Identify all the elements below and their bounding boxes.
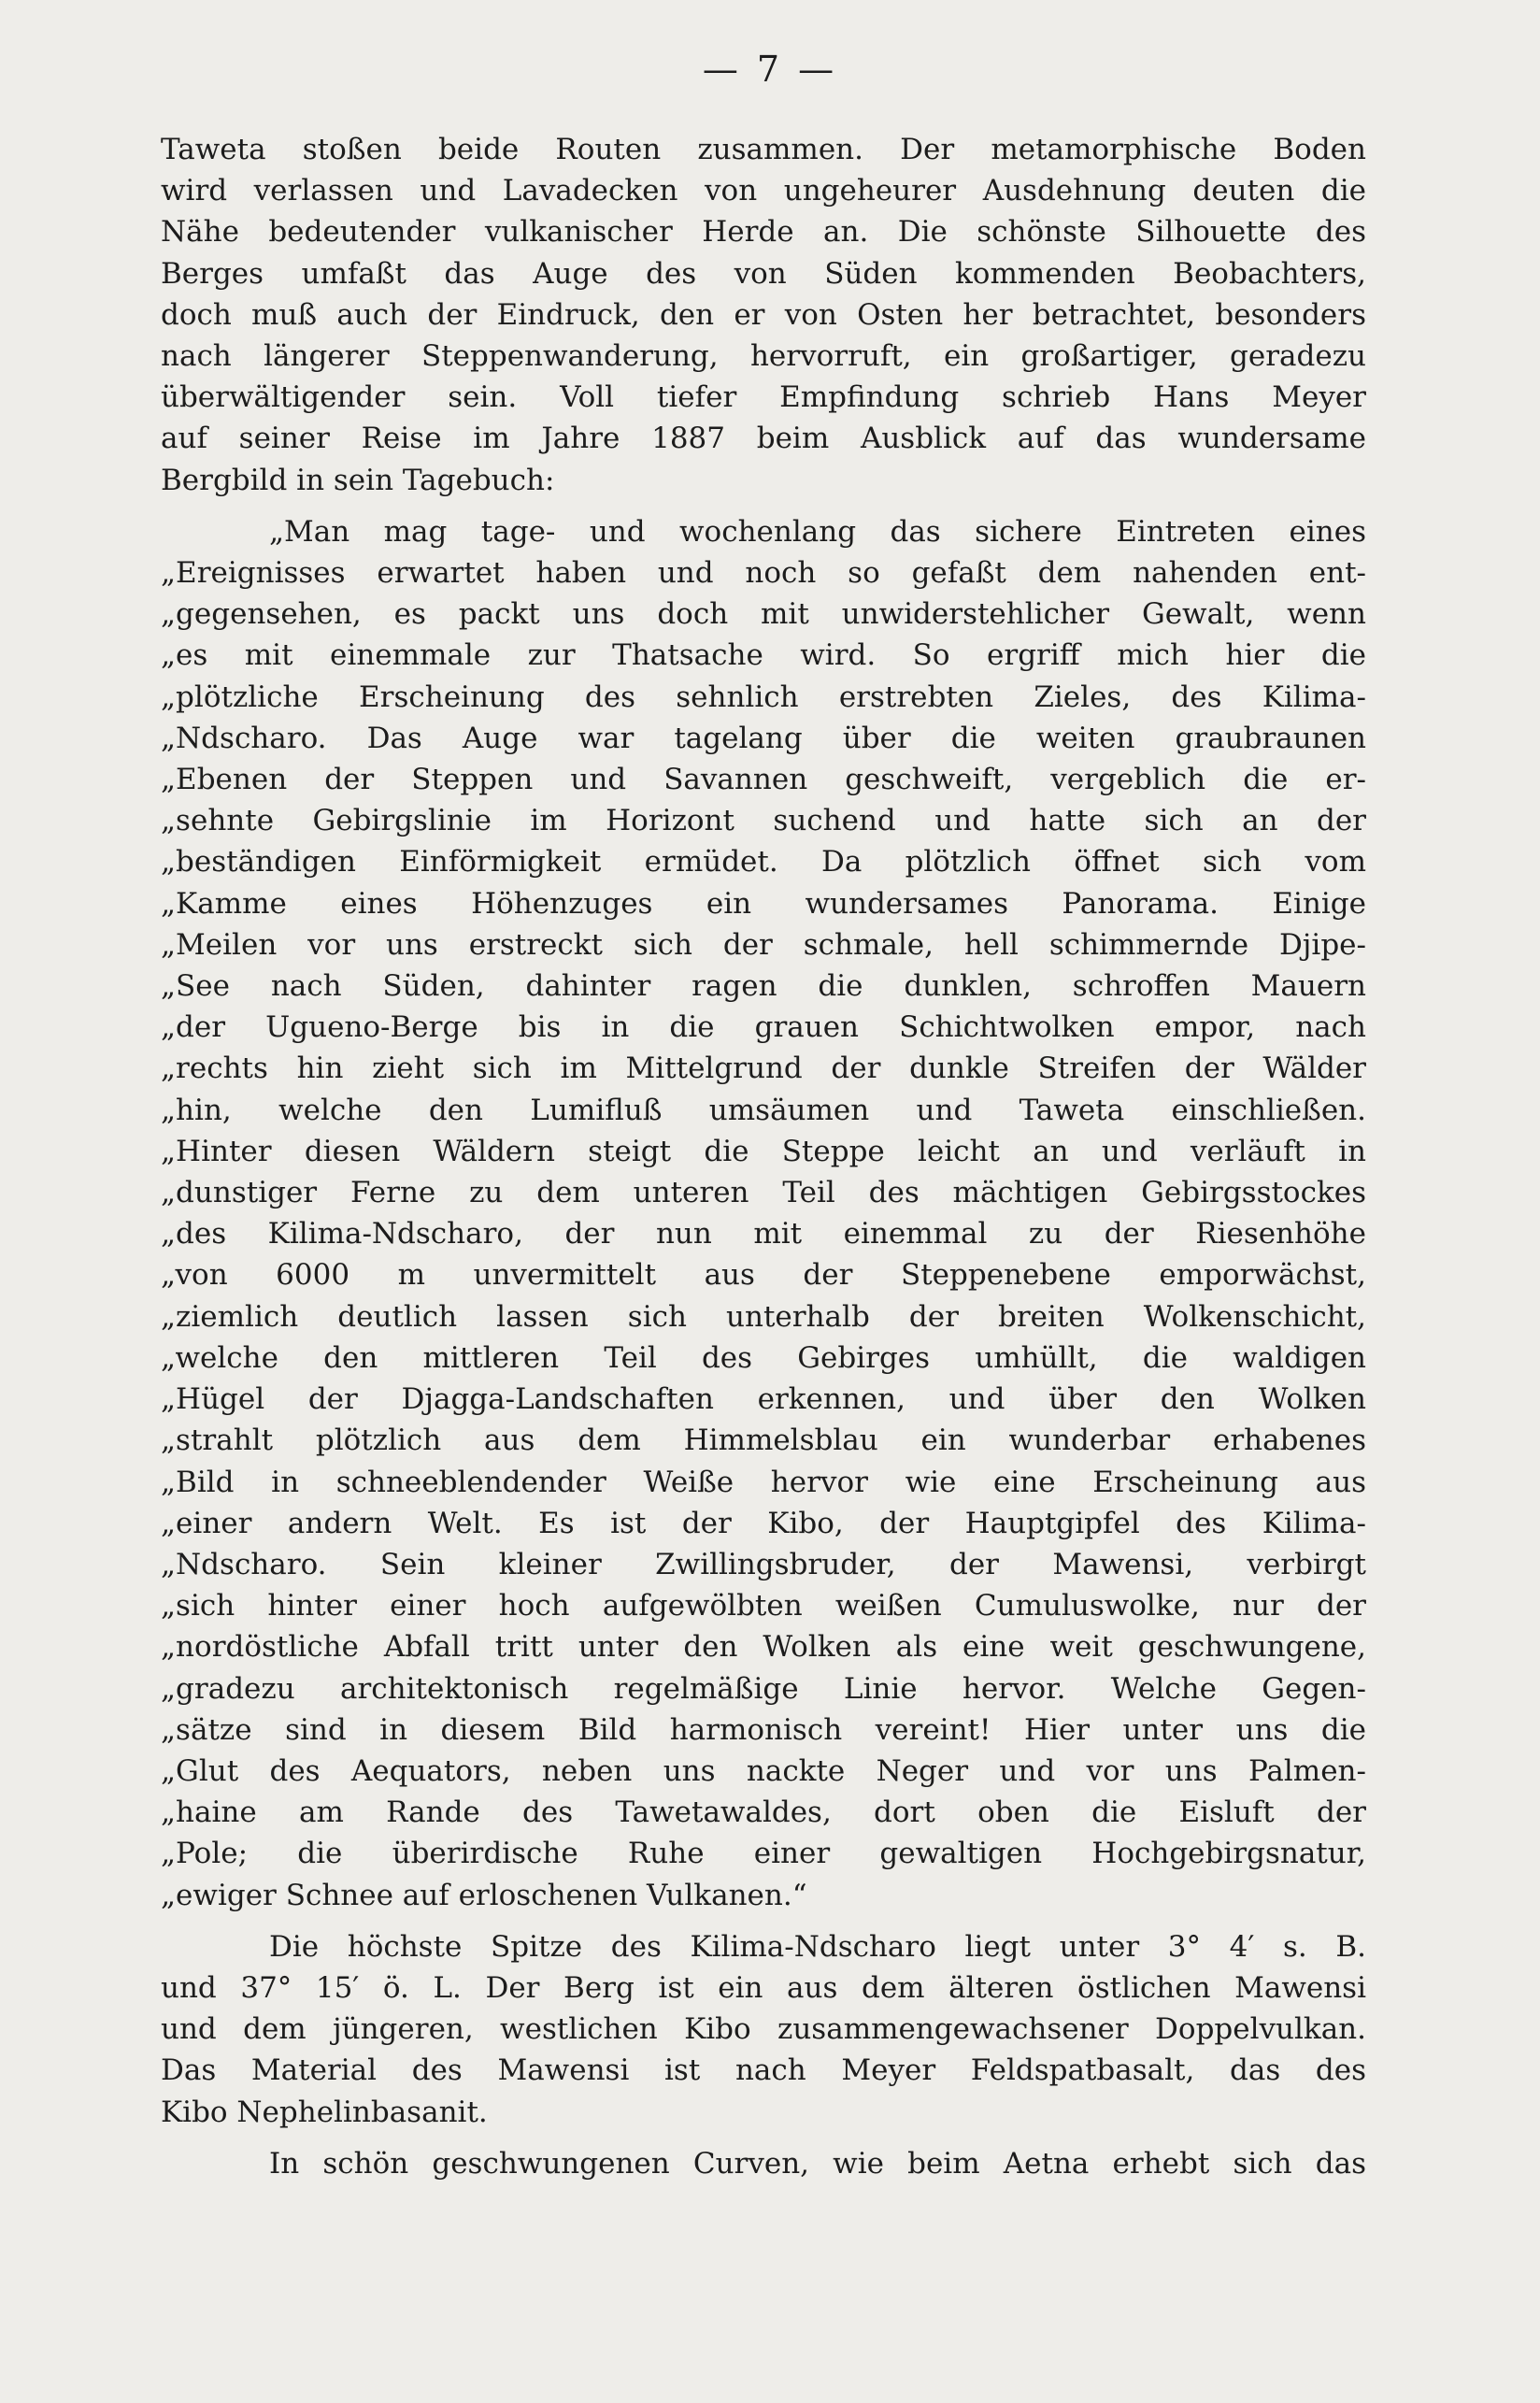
- text-line: „des Kilima-Ndscharo, der nun mit einemmal zu der Riesenhöhe: [161, 1217, 1366, 1252]
- text-line: „Ndscharo. Das Auge war tagelang über die weiten graubraunen: [161, 721, 1366, 755]
- paragraph-curves: [161, 2143, 1366, 2184]
- paragraph-summit-position: [161, 1926, 1366, 2133]
- body-text: [161, 129, 1366, 2184]
- paragraph-meyer-quote: [161, 511, 1366, 1916]
- text-line: und 37° 15′ ö. L. Der Berg ist ein aus dem älteren östlichen Mawensi: [161, 1970, 1366, 2005]
- text-line: doch muß auch der Eindruck, den er von Osten her betrachtet, besonders: [161, 297, 1366, 332]
- text-line: „der Ugueno-Berge bis in die grauen Schichtwolken empor, nach: [161, 1010, 1366, 1045]
- text-line: Kibo Nephelinbasanit.: [161, 2095, 488, 2129]
- text-line: „haine am Rande des Tawetawaldes, dort oben die Eisluft der: [161, 1795, 1366, 1830]
- text-line: „strahlt plötzlich aus dem Himmelsblau ein wunderbar erhabenes: [161, 1423, 1366, 1458]
- text-line: „welche den mittleren Teil des Gebirges umhüllt, die waldigen: [161, 1340, 1366, 1375]
- text-line: „gradezu architektonisch regelmäßige Linie hervor. Welche Gegen-: [161, 1671, 1366, 1706]
- text-line: „Glut des Aequators, neben uns nackte Neger und vor uns Palmen-: [161, 1753, 1366, 1788]
- text-line: „Kamme eines Höhenzuges ein wundersames Panorama. Einige: [161, 886, 1366, 921]
- text-line: „es mit einemmale zur Thatsache wird. So ergriff mich hier die: [161, 638, 1366, 673]
- text-line: „Ebenen der Steppen und Savannen geschweift, vergeblich die er-: [161, 763, 1366, 797]
- text-line: „sich hinter einer hoch aufgewölbten weißen Cumuluswolke, nur der: [161, 1589, 1366, 1623]
- paragraph-route-description: [161, 129, 1366, 501]
- text-line: „Ndscharo. Sein kleiner Zwillingsbruder, der Mawensi, verbirgt: [161, 1547, 1366, 1581]
- text-line: „Man mag tage- und wochenlang das sichere Eintreten eines: [269, 514, 1366, 549]
- text-line: „beständigen Einförmigkeit ermüdet. Da plötzlich öffnet sich vom: [161, 845, 1366, 880]
- text-line: „einer andern Welt. Es ist der Kibo, der Hauptgipfel des Kilima-: [161, 1506, 1366, 1540]
- text-line: und dem jüngeren, westlichen Kibo zusammengewachsener Doppelvulkan.: [161, 2012, 1366, 2047]
- page-number: — 7 —: [702, 49, 838, 90]
- text-line: „See nach Süden, dahinter ragen die dunklen, schroffen Mauern: [161, 969, 1366, 1004]
- text-line: überwältigender sein. Voll tiefer Empfindung schrieb Hans Meyer: [161, 380, 1366, 415]
- text-line: Die höchste Spitze des Kilima-Ndscharo liegt unter 3° 4′ s. B.: [269, 1929, 1366, 1964]
- text-line: „plötzliche Erscheinung des sehnlich erstrebten Zieles, des Kilima-: [161, 679, 1366, 714]
- text-line: „Hinter diesen Wäldern steigt die Steppe leicht an und verläuft in: [161, 1134, 1366, 1168]
- text-line: Das Material des Mawensi ist nach Meyer Feldspatbasalt, das des: [161, 2053, 1366, 2088]
- text-line: In schön geschwungenen Curven, wie beim Aetna erhebt sich das: [269, 2146, 1366, 2181]
- text-line: „sehnte Gebirgslinie im Horizont suchend und hatte sich an der: [161, 804, 1366, 838]
- text-line: wird verlassen und Lavadecken von ungeheurer Ausdehnung deuten die: [161, 174, 1366, 208]
- text-line: „rechts hin zieht sich im Mittelgrund der dunkle Streifen der Wälder: [161, 1051, 1366, 1086]
- text-line: Nähe bedeutender vulkanischer Herde an. Die schönste Silhouette des: [161, 215, 1366, 250]
- text-line: nach längerer Steppenwanderung, hervorruft, ein großartiger, geradezu: [161, 339, 1366, 374]
- text-line: „Hügel der Djagga-Landschaften erkennen, und über den Wolken: [161, 1382, 1366, 1417]
- text-line: auf seiner Reise im Jahre 1887 beim Ausblick auf das wundersame: [161, 422, 1366, 456]
- text-line: „hin, welche den Lumifluß umsäumen und Taweta einschließen.: [161, 1093, 1366, 1127]
- text-line: „Meilen vor uns erstreckt sich der schmale, hell schimmernde Djipe-: [161, 927, 1366, 962]
- text-line: Taweta stoßen beide Routen zusammen. Der metamorphische Boden: [161, 133, 1366, 166]
- text-line: „gegensehen, es packt uns doch mit unwiderstehlicher Gewalt, wenn: [161, 597, 1366, 632]
- text-line: „sätze sind in diesem Bild harmonisch vereint! Hier unter uns die: [161, 1712, 1366, 1747]
- text-line: „Pole; die überirdische Ruhe einer gewaltigen Hochgebirgsnatur,: [161, 1837, 1366, 1871]
- text-line: „Bild in schneeblendender Weiße hervor wie eine Erscheinung aus: [161, 1465, 1366, 1499]
- text-line: „nordöstliche Abfall tritt unter den Wolken als eine weit geschwungene,: [161, 1630, 1366, 1665]
- text-line: „von 6000 m unvermittelt aus der Steppenebene emporwächst,: [161, 1258, 1366, 1293]
- text-line: „Ereignisses erwartet haben und noch so gefaßt dem nahenden ent-: [161, 556, 1366, 591]
- text-line: „ewiger Schnee auf erloschenen Vulkanen.“: [161, 1878, 807, 1912]
- text-line: „ziemlich deutlich lassen sich unterhalb der breiten Wolkenschicht,: [161, 1299, 1366, 1334]
- text-line: Berges umfaßt das Auge des von Süden kommenden Beobachters,: [161, 256, 1366, 291]
- text-line: Bergbild in sein Tagebuch:: [161, 463, 555, 497]
- text-line: „dunstiger Ferne zu dem unteren Teil des mächtigen Gebirgsstockes: [161, 1176, 1366, 1210]
